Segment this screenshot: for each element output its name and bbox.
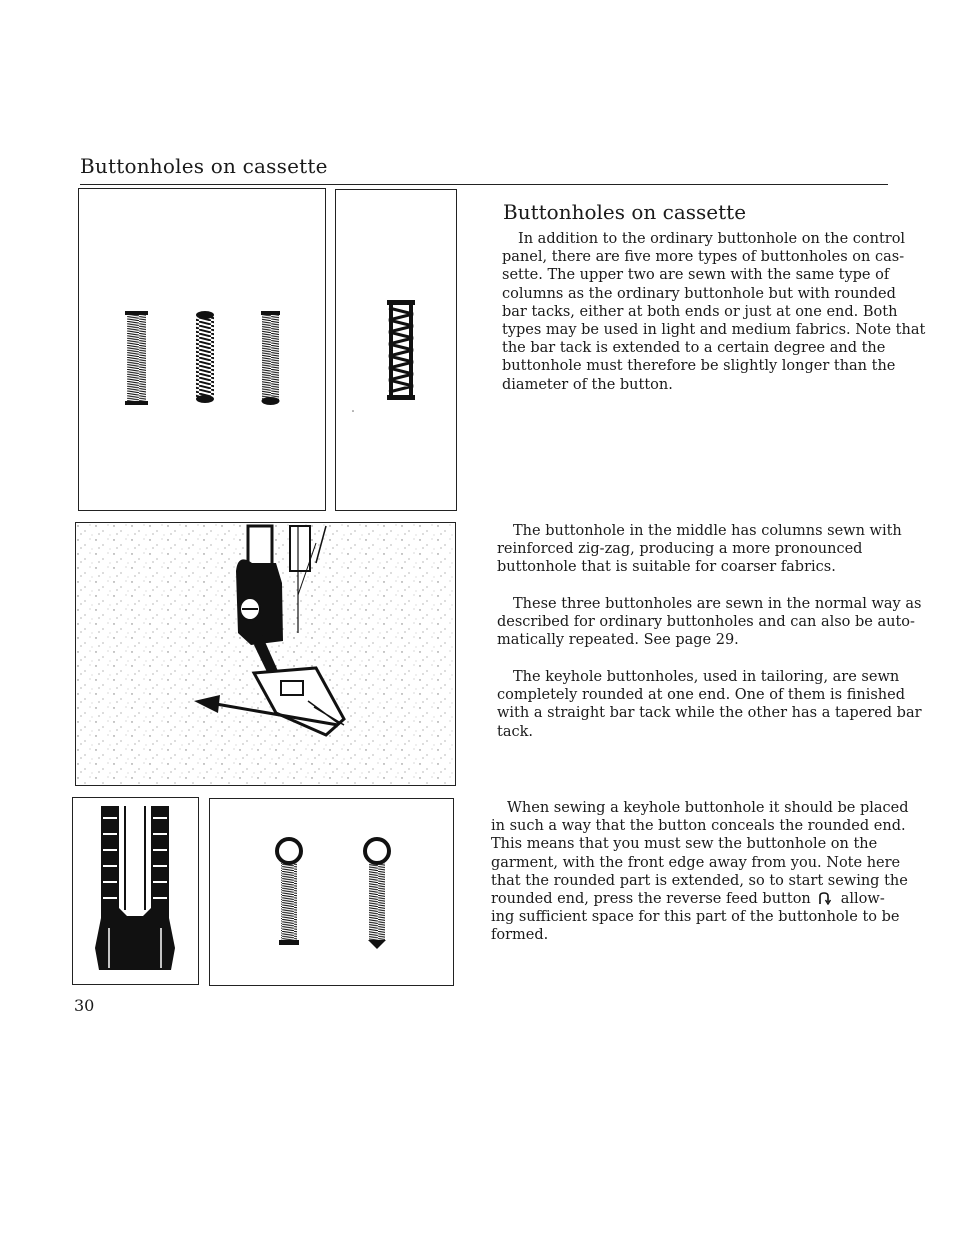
keyhole-buttonhole-straight-icon	[277, 839, 301, 945]
text-line: tack.	[497, 723, 533, 740]
text-fragment: allow-	[840, 891, 885, 908]
paragraph-sewing-method	[497, 595, 922, 650]
text-line: types may be used in light and medium fabrics. Note that	[502, 322, 926, 339]
text-line: columns as the ordinary buttonhole but with rounded	[502, 285, 896, 302]
text-line: described for ordinary buttonholes and can also be auto-	[497, 614, 915, 631]
figure-keyhole-foot	[72, 797, 199, 985]
text-line: in such a way that the button conceals the rounded end.	[491, 818, 906, 835]
paragraph-keyhole-placement	[491, 799, 909, 945]
reverse-feed-icon	[817, 891, 831, 905]
figure-zigzag-column	[335, 189, 457, 511]
text-line: diameter of the button.	[502, 376, 673, 393]
buttonhole-rounded-both-icon	[125, 311, 148, 405]
text-line: formed.	[491, 927, 549, 944]
text-line: the bar tack is extended to a certain degree and the	[502, 340, 886, 357]
text-line: reinforced zig-zag, producing a more pronounced	[497, 541, 863, 558]
text-line: completely rounded at one end. One of them is finished	[497, 687, 906, 704]
keyhole-buttonhole-tapered-icon	[365, 839, 389, 949]
buttonhole-foot-icon	[95, 806, 175, 970]
text-line: This means that you must sew the buttonhole on the	[491, 836, 878, 853]
text-line: In addition to the ordinary buttonhole on the control	[518, 231, 906, 247]
text-line: buttonhole that is suitable for coarser fabrics.	[497, 559, 836, 576]
text-line: matically repeated. See page 29.	[497, 632, 739, 649]
text-line: that the rounded part is extended, so to start sewing the	[491, 872, 908, 889]
text-line	[491, 890, 886, 908]
text-line: ing sufficient space for this part of the buttonhole to be	[491, 909, 900, 926]
paragraph-keyhole	[497, 668, 922, 741]
text-line: bar tacks, either at both ends or just at one end. Both	[502, 303, 898, 320]
header-divider	[80, 184, 888, 185]
text-line: These three buttonholes are sewn in the normal way as	[513, 596, 922, 612]
page-header-title: Buttonholes on cassette	[80, 154, 328, 178]
text-line: with a straight bar tack while the other has a tapered bar	[497, 705, 922, 722]
text-line: When sewing a keyhole buttonhole it should be placed	[507, 800, 909, 816]
text-fragment: rounded end, press the reverse feed button	[491, 891, 811, 908]
page-number: 30	[74, 996, 95, 1015]
text-line: The keyhole buttonholes, used in tailoring, are sewn	[513, 669, 900, 685]
paragraph-middle-buttonhole	[497, 522, 902, 577]
text-line: garment, with the front edge away from you. Note here	[491, 854, 901, 871]
figure-keyhole-buttonholes	[209, 798, 454, 986]
buttonhole-reinforced-icon	[196, 311, 214, 403]
figure-presser-foot-sewing	[75, 522, 456, 786]
figure-three-buttonholes	[78, 188, 326, 511]
text-line: buttonhole must therefore be slightly longer than the	[502, 358, 896, 375]
text-line: panel, there are five more types of buttonholes on cas-	[502, 249, 905, 266]
zigzag-stitch-icon	[387, 300, 415, 400]
section-title: Buttonholes on cassette	[503, 200, 747, 224]
text-line: sette. The upper two are sewn with the same type of	[502, 267, 890, 284]
text-line: The buttonhole in the middle has columns sewn with	[513, 523, 902, 539]
buttonhole-rounded-one-icon	[261, 311, 280, 405]
paragraph-intro	[502, 230, 926, 394]
